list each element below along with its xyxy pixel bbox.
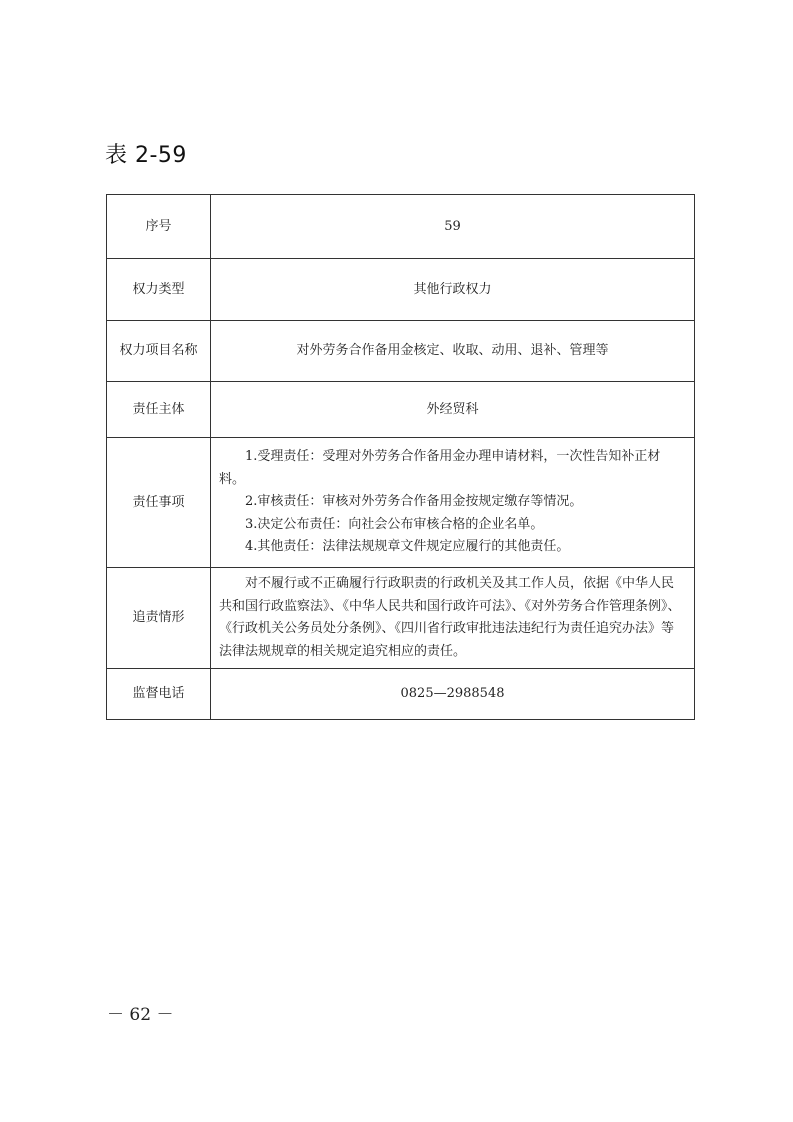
accountability-text: 对不履行或不正确履行行政职责的行政机关及其工作人员，依据《中华人民共和国行政监察法》、《中华人民共和国行政许可法》、《对外劳务合作管理条例》、《行政机关公务员处分条例》、《四川省行政审批违法违纪行为责任追究办法》等法律法规规章的相关规定追究相应的责任。 <box>219 576 681 659</box>
table-row <box>107 195 695 259</box>
row-label-phone: 监督电话 <box>107 669 211 720</box>
duty-item: 3.决定公布责任：向社会公布审核合格的企业名单。 <box>245 516 544 532</box>
table-row <box>107 438 695 568</box>
table-row <box>107 321 695 382</box>
duty-item: 1.受理责任：受理对外劳务合作备用金办理申请材料，一次性告知补正材料。 <box>219 449 661 487</box>
row-label-duties: 责任事项 <box>107 438 211 568</box>
row-label-item-name: 权力项目名称 <box>107 321 211 382</box>
page-number: － 62 － <box>107 1005 174 1025</box>
table-row <box>107 259 695 321</box>
row-label-accountability: 追责情形 <box>107 568 211 669</box>
row-value-subject: 外经贸科 <box>211 382 695 438</box>
duty-item: 4.其他责任：法律法规规章文件规定应履行的其他责任。 <box>245 539 570 555</box>
row-value-power-type: 其他行政权力 <box>211 259 695 321</box>
row-label-power-type: 权力类型 <box>107 259 211 321</box>
row-value-serial: 59 <box>211 195 695 259</box>
table-row <box>107 669 695 720</box>
table-row <box>107 568 695 669</box>
duty-item: 2.审核责任：审核对外劳务合作备用金按规定缴存等情况。 <box>245 494 583 510</box>
responsibility-table <box>106 194 695 720</box>
row-value-item-name: 对外劳务合作备用金核定、收取、动用、退补、管理等 <box>211 321 695 382</box>
row-value-duties <box>211 438 695 568</box>
table-row <box>107 382 695 438</box>
row-label-serial: 序号 <box>107 195 211 259</box>
table-title: 表 2-59 <box>105 143 187 168</box>
row-label-subject: 责任主体 <box>107 382 211 438</box>
row-value-phone: 0825—2988548 <box>211 669 695 720</box>
row-value-accountability <box>211 568 695 669</box>
